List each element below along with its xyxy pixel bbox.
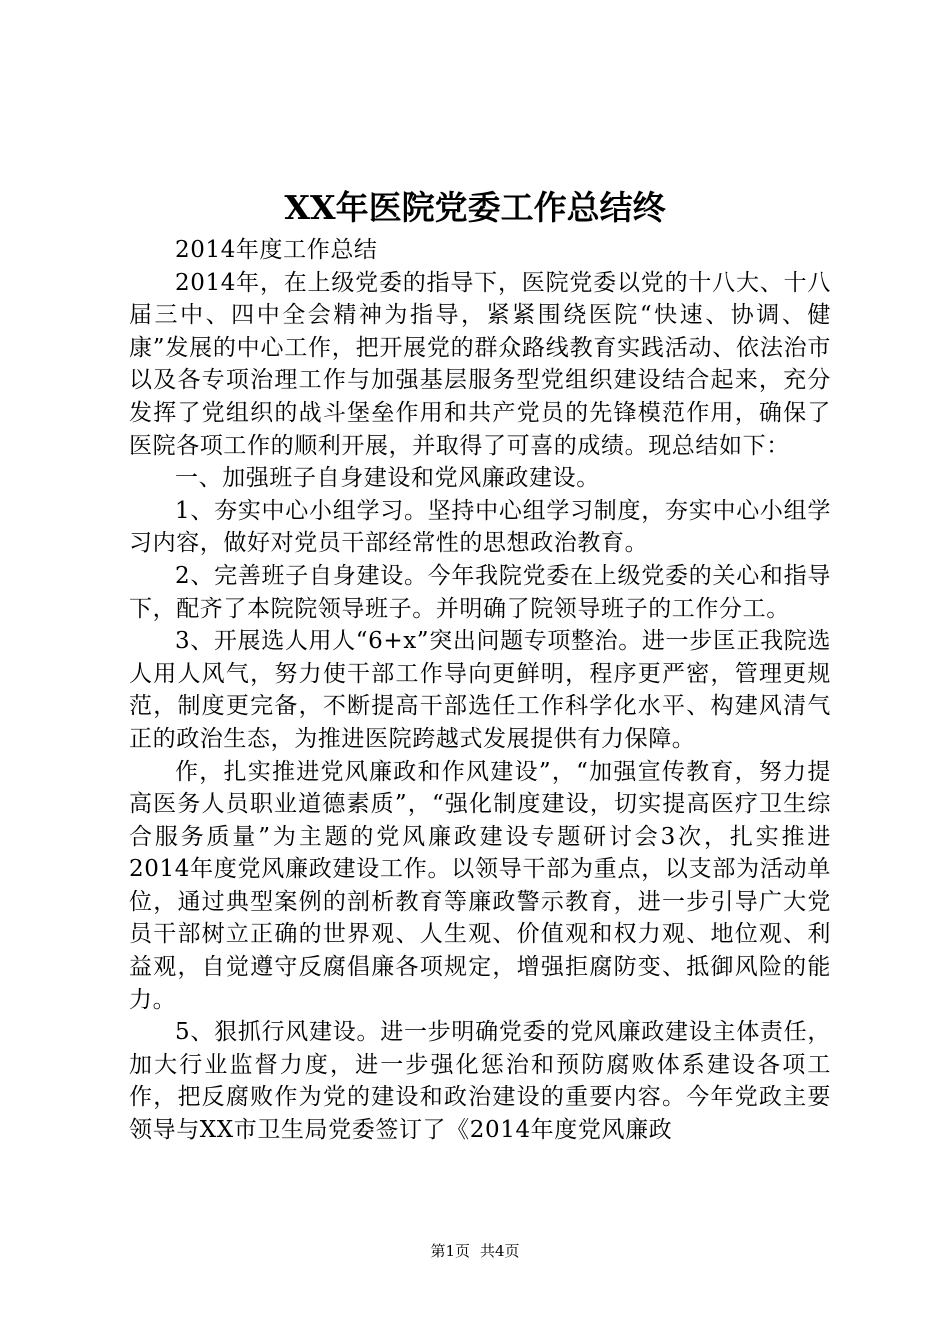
paragraph-item-2: 2、完善班子自身建设。今年我院党委在上级党委的关心和指导下，配齐了本院院领导班子。并明确了院领导班子的工作分工。: [129, 562, 831, 622]
paragraph-intro: 2014年，在上级党委的指导下，医院党委以党的十八大、十八届三中、四中全会精神为指导，紧紧围绕医院“快速、协调、健康”发展的中心工作，把开展党的群众路线教育实践活动、依法治市以及各专项治理工作与加强基层服务型党组织建设结合起来，充分发挥了党组织的战斗堡垒作用和共产党员的先锋模范作用，确保了医院各项工作的顺利开展，并取得了可喜的成绩。现总结如下：: [129, 269, 831, 459]
paragraph-item-1: 1、夯实中心小组学习。坚持中心组学习制度，夯实中心小组学习内容，做好对党员干部经常性的思想政治教育。: [129, 497, 831, 557]
section-heading-1: 一、加强班子自身建设和党风廉政建设。: [175, 465, 600, 492]
paragraph-subtitle: 2014年度工作总结: [175, 237, 378, 263]
document-title: XX年医院党委工作总结终: [284, 188, 666, 227]
page-number: 第1页: [430, 1242, 470, 1260]
document-body: [129, 234, 831, 1147]
paragraph-item-4: 作，扎实推进党风廉政和作风建设”，“加强宣传教育，努力提高医务人员职业道德素质”，“强化制度建设，切实提高医疗卫生综合服务质量”为主题的党风廉政建设专题研讨会3次，扎实推进2014年度党风廉政建设工作。以领导干部为重点，以支部为活动单位，通过典型案例的剖析教育等廉政警示教育，进一步引导广大党员干部树立正确的世界观、人生观、价值观和权力观、地位观、利益观，自觉遵守反腐倡廉各项规定，增强拒腐防变、抵御风险的能力。: [129, 758, 831, 1013]
paragraph-item-3: 3、开展选人用人“6+x”突出问题专项整治。进一步匡正我院选人用人风气，努力使干部工作导向更鲜明，程序更严密，管理更规范，制度更完备，不断提高干部选任工作科学化水平、构建风清气正的政治生态，为推进医院跨越式发展提供有力保障。: [129, 628, 831, 752]
page-total: 共4页: [480, 1242, 520, 1260]
page-footer: [0, 1241, 950, 1261]
paragraph-item-5: 5、狠抓行风建设。进一步明确党委的党风廉政建设主体责任，加大行业监督力度，进一步强化惩治和预防腐败体系建设各项工作，把反腐败作为党的建设和政治建设的重要内容。今年党政主要领导与XX市卫生局党委签订了《2014年度党风廉政: [129, 1019, 831, 1144]
